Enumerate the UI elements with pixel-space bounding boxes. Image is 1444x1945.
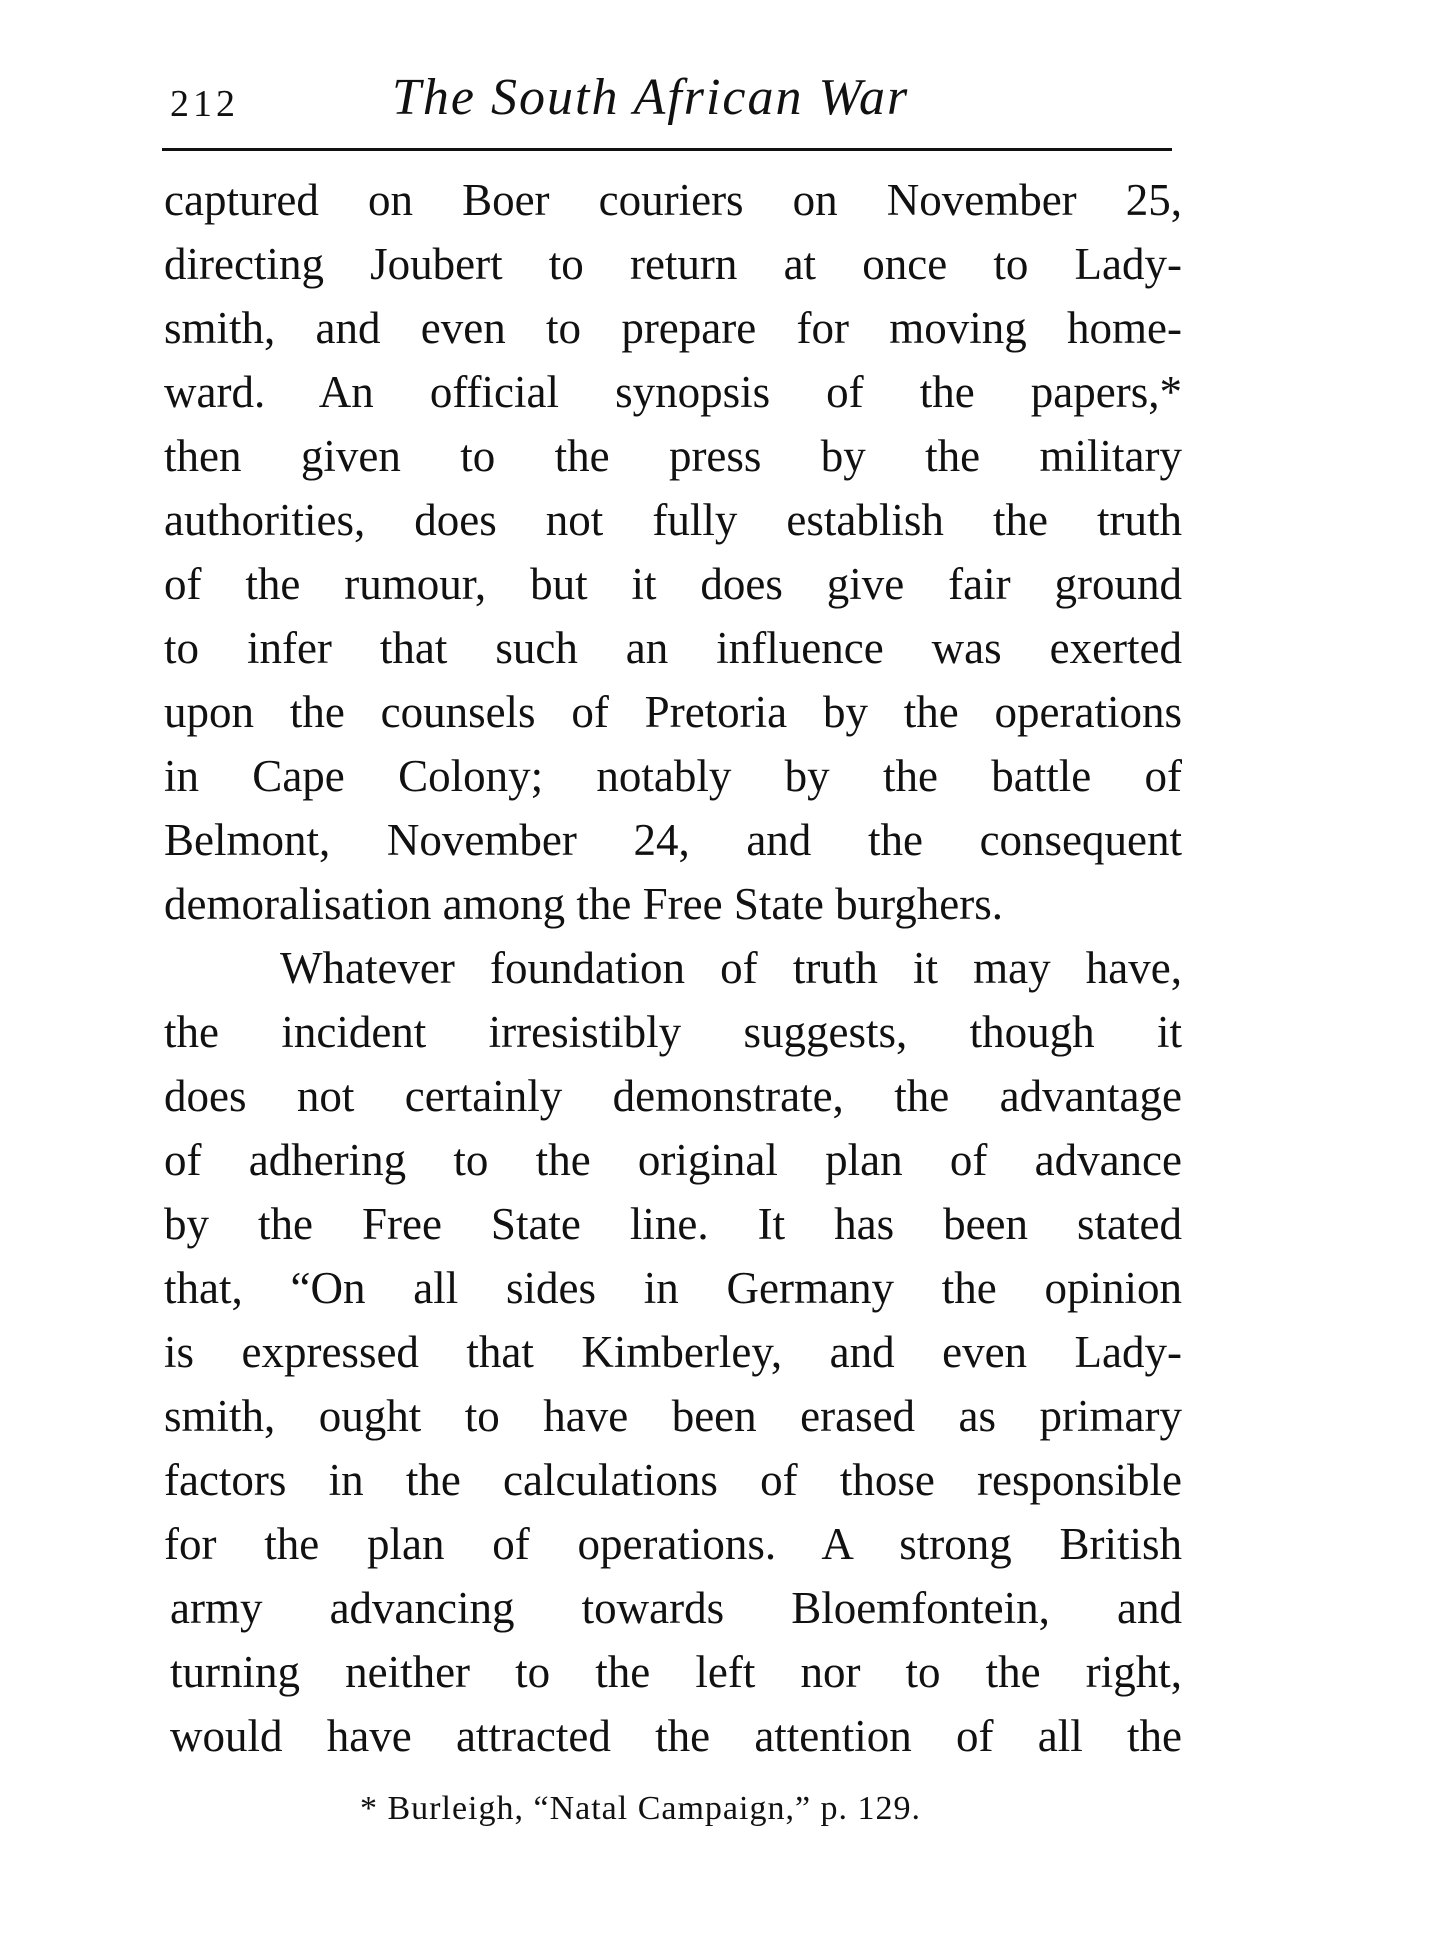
text-line: does not certainly demonstrate, the advantage xyxy=(164,1071,1182,1121)
text-line: factors in the calculations of those responsible xyxy=(164,1455,1182,1505)
text-line: is expressed that Kimberley, and even Lady- xyxy=(164,1327,1182,1377)
text-line: to infer that such an influence was exerted xyxy=(164,623,1182,673)
text-line: of adhering to the original plan of advance xyxy=(164,1135,1182,1185)
text-line: by the Free State line. It has been stated xyxy=(164,1199,1182,1249)
text-line: army advancing towards Bloemfontein, and xyxy=(170,1583,1182,1633)
text-line: ward. An official synopsis of the papers,* xyxy=(164,367,1182,417)
text-line: Whatever foundation of truth it may have, xyxy=(280,943,1182,993)
text-line: Belmont, November 24, and the consequent xyxy=(164,815,1182,865)
text-line: of the rumour, but it does give fair ground xyxy=(164,559,1182,609)
running-title: The South African War xyxy=(392,69,910,126)
header-rule xyxy=(162,148,1172,151)
text-line: then given to the press by the military xyxy=(164,431,1182,481)
text-line: directing Joubert to return at once to Lady- xyxy=(164,239,1182,289)
text-line: turning neither to the left nor to the right, xyxy=(170,1647,1182,1697)
text-line: authorities, does not fully establish the truth xyxy=(164,495,1182,545)
paragraph-1 xyxy=(164,168,1182,936)
text-line: the incident irresistibly suggests, though it xyxy=(164,1007,1182,1057)
paragraph-2 xyxy=(164,936,1182,1768)
footnote: * Burleigh, “Natal Campaign,” p. 129. xyxy=(360,1790,922,1827)
text-line: upon the counsels of Pretoria by the operations xyxy=(164,687,1182,737)
text-line: in Cape Colony; notably by the battle of xyxy=(164,751,1182,801)
running-head xyxy=(162,62,1172,142)
text-line: for the plan of operations. A strong British xyxy=(164,1519,1182,1569)
page-number: 212 xyxy=(170,83,239,125)
text-line: smith, ought to have been erased as primary xyxy=(164,1391,1182,1441)
text-line: that, “On all sides in Germany the opinion xyxy=(164,1263,1182,1313)
text-line: captured on Boer couriers on November 25, xyxy=(164,175,1182,225)
text-line: would have attracted the attention of all the xyxy=(170,1711,1182,1761)
text-line: demoralisation among the Free State burghers. xyxy=(164,879,1003,929)
text-line: smith, and even to prepare for moving home- xyxy=(164,303,1182,353)
body-text xyxy=(164,168,1182,1768)
